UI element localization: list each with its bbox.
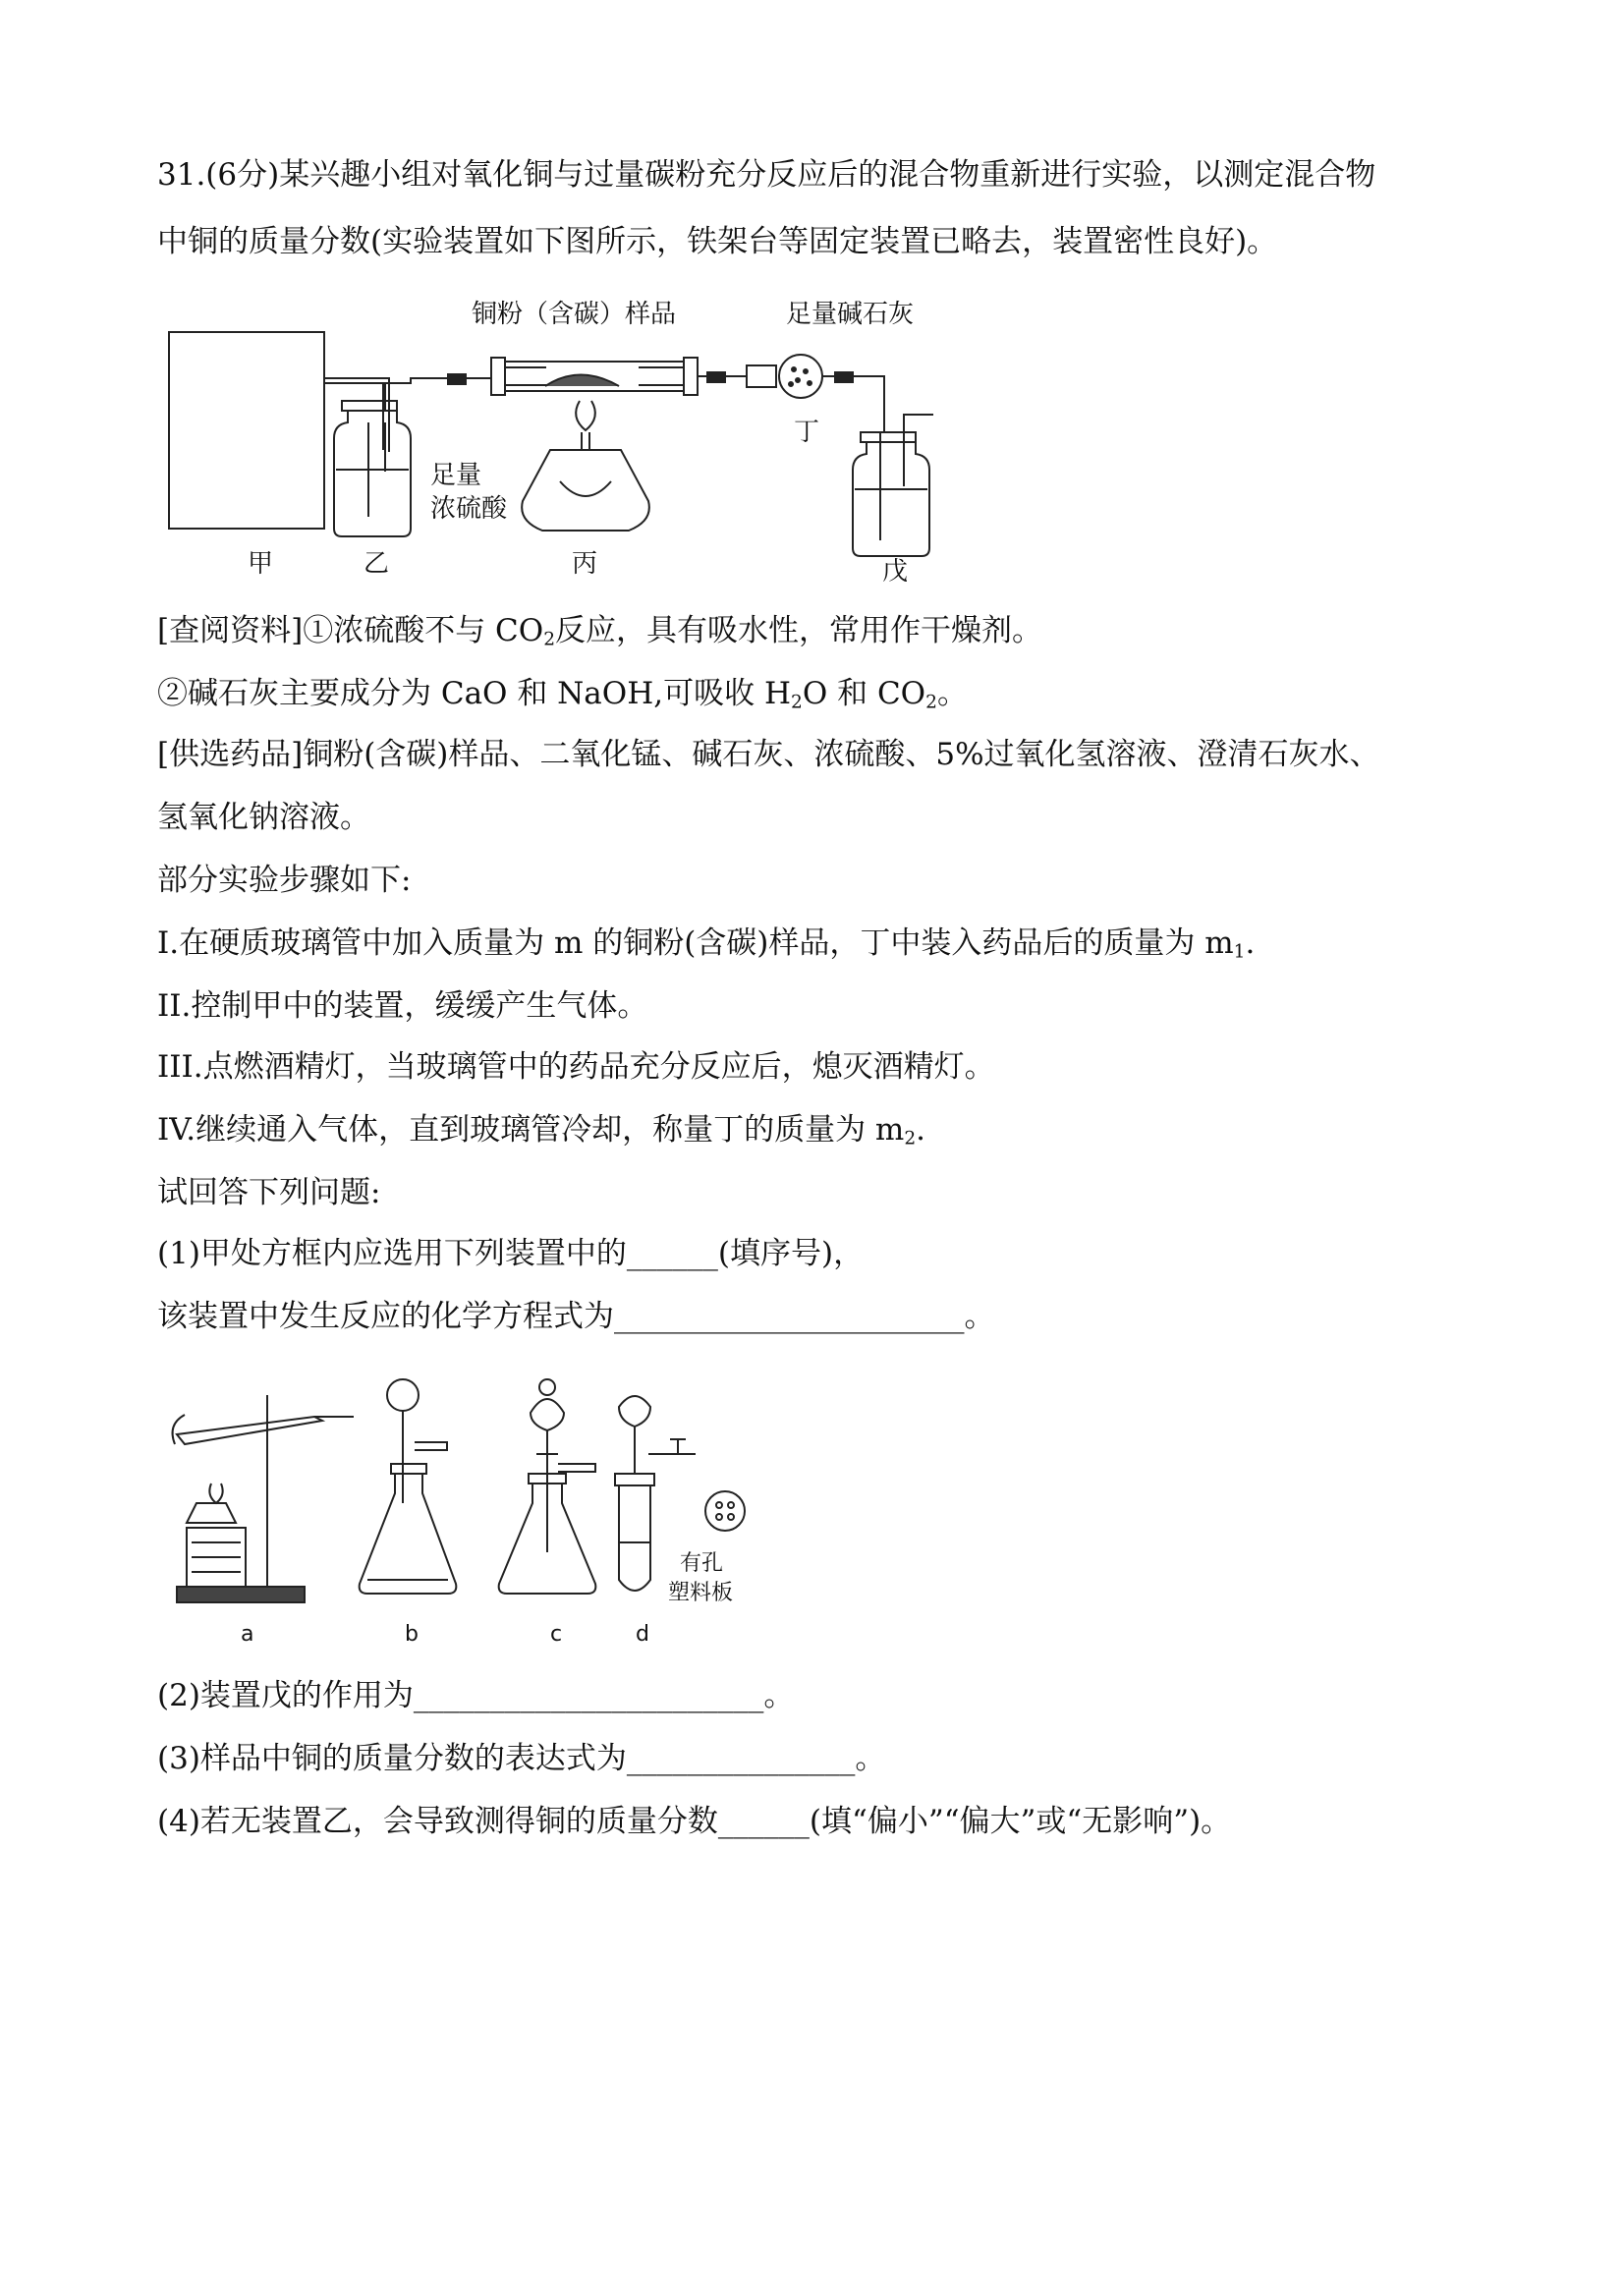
box-jia (169, 332, 324, 529)
label-plate-1: 有孔 (680, 1551, 724, 1576)
label-yi: 乙 (364, 549, 390, 579)
questions-heading: 试回答下列问题: (157, 1175, 381, 1210)
label-jia: 甲 (248, 549, 274, 579)
question-3: (3)样品中铜的质量分数的表达式为_______________。 (157, 1741, 886, 1776)
step-4: IV.继续通入气体，直到玻璃管冷却，称量丁的质量为 $m_2$. (157, 1112, 926, 1149)
label-c: c (550, 1622, 563, 1647)
step-1: I.在硬质玻璃管中加入质量为 m 的铜粉(含碳)样品，丁中装入药品后的质量为 $m_1$. (157, 925, 1256, 963)
note-2: ②碱石灰主要成分为 CaO 和 NaOH,可吸收 $H_2O$ 和 $CO_2$。 (157, 676, 968, 713)
label-d: d (636, 1622, 649, 1647)
step-2: II.控制甲中的装置，缓缓产生气体。 (157, 988, 648, 1024)
question-line-2: 中铜的质量分数(实验装置如下图所示，铁架台等固定装置已略去，装置密性良好)。 (157, 224, 1278, 259)
supply-line-1: [供选药品]铜粉(含碳)样品、二氧化锰、碱石灰、浓硫酸、5%过氧化氢溶液、澄清石灰水、 (157, 737, 1380, 772)
apparatus-figure (157, 285, 1061, 589)
label-plate-2: 塑料板 (668, 1581, 734, 1605)
label-acid-2: 浓硫酸 (430, 494, 508, 524)
question-4: (4)若无装置乙，会导致测得铜的质量分数______(填“偏小”“偏大”或“无影响”)。 (157, 1804, 1232, 1839)
label-b: b (405, 1622, 419, 1647)
question-1a: (1)甲处方框内应选用下列装置中的______(填序号)， (157, 1236, 865, 1271)
supply-line-2: 氢氧化钠溶液。 (157, 800, 370, 835)
note-1: [查阅资料]①浓硫酸不与 $CO_2$反应，具有吸水性，常用作干燥剂。 (157, 613, 1043, 650)
option-a-base (177, 1587, 305, 1602)
question-1b: 该装置中发生反应的化学方程式为_______________________。 (157, 1299, 995, 1334)
steps-heading: 部分实验步骤如下: (157, 863, 412, 898)
step-3: III.点燃酒精灯，当玻璃管中的药品充分反应后，熄灭酒精灯。 (157, 1049, 995, 1085)
label-sample: 铜粉（含碳）样品 (472, 300, 677, 329)
apparatus-options-figure (157, 1366, 806, 1651)
label-ding: 丁 (794, 418, 820, 447)
label-a: a (241, 1622, 254, 1647)
label-bing: 丙 (572, 549, 598, 579)
question-2: (2)装置戊的作用为_______________________。 (157, 1678, 795, 1713)
label-wu: 戊 (882, 557, 909, 587)
question-line-1: 31.(6分)某兴趣小组对氧化铜与过量碳粉充分反应后的混合物重新进行实验，以测定混合物 (157, 157, 1376, 193)
label-acid-1: 足量 (430, 461, 482, 490)
label-soda-lime: 足量碱石灰 (786, 300, 915, 329)
